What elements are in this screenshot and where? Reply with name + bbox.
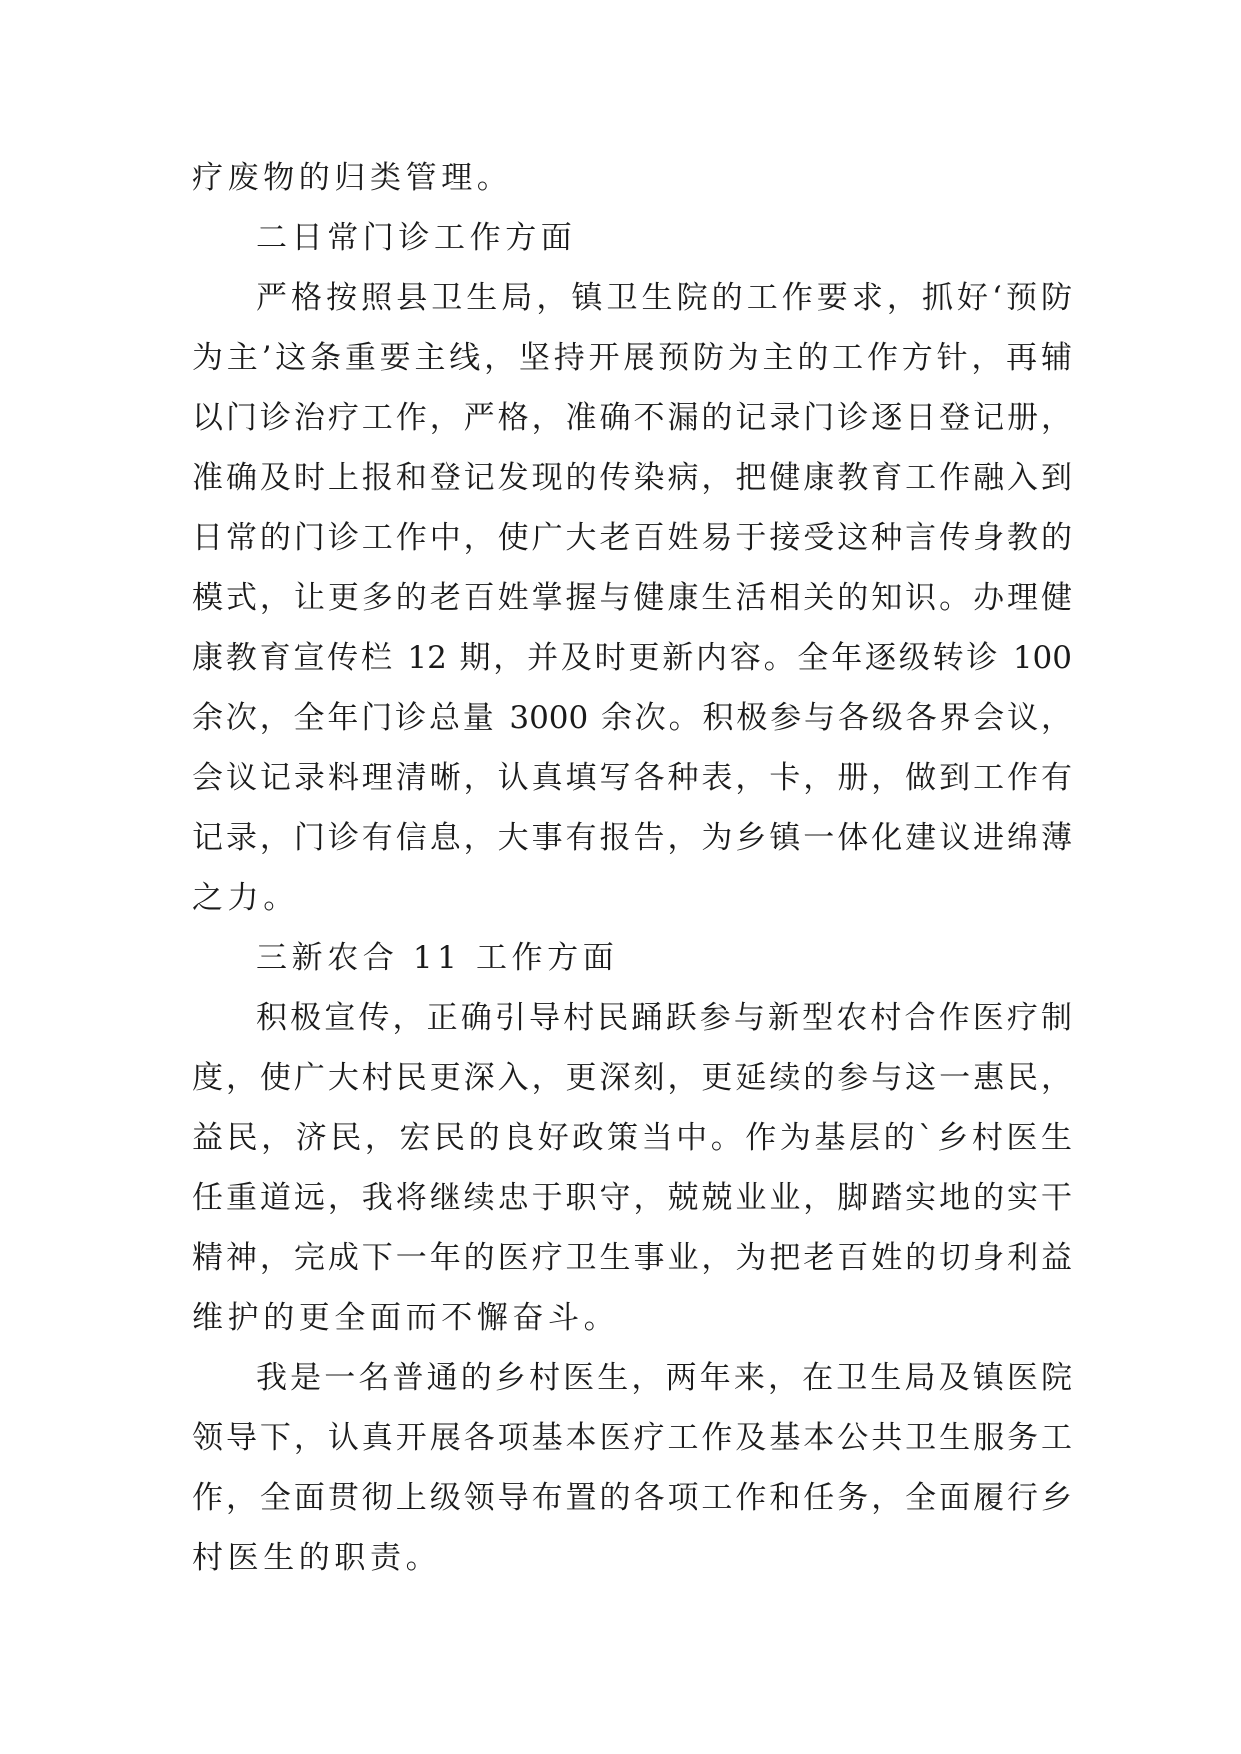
paragraph-line: 精神，完成下一年的医疗卫生事业，为把老百姓的切身利益 — [192, 1240, 1072, 1276]
paragraph-line: 康教育宣传栏 12 期，并及时更新内容。全年逐级转诊 100 — [192, 640, 1072, 676]
paragraph-line: 会议记录料理清晰，认真填写各种表，卡，册，做到工作有 — [192, 760, 1072, 796]
paragraph-line: 疗废物的归类管理。 — [192, 160, 513, 196]
paragraph-line: 准确及时上报和登记发现的传染病，把健康教育工作融入到 — [192, 460, 1072, 496]
paragraph-line: 以门诊治疗工作，严格，准确不漏的记录门诊逐日登记册， — [192, 400, 1072, 436]
paragraph-line: 余次，全年门诊总量 3000 余次。积极参与各级各界会议， — [192, 700, 1072, 736]
paragraph-line: 维护的更全面而不懈奋斗。 — [192, 1300, 620, 1336]
paragraph-line: 积极宣传，正确引导村民踊跃参与新型农村合作医疗制 — [256, 1000, 1072, 1036]
paragraph-line: 记录，门诊有信息，大事有报告，为乡镇一体化建议进绵薄 — [192, 820, 1072, 856]
paragraph-line: 任重道远，我将继续忠于职守，兢兢业业，脚踏实地的实干 — [192, 1180, 1072, 1216]
paragraph-line: 村医生的职责。 — [192, 1540, 442, 1576]
document-body — [192, 148, 1072, 1588]
paragraph-line: 日常的门诊工作中，使广大老百姓易于接受这种言传身教的 — [192, 520, 1072, 556]
paragraph-line: 为主’这条重要主线，坚持开展预防为主的工作方针，再辅 — [192, 340, 1072, 376]
section-heading: 二日常门诊工作方面 — [256, 220, 577, 256]
section-heading: 三新农合 11 工作方面 — [256, 940, 619, 976]
paragraph-line: 我是一名普通的乡村医生，两年来，在卫生局及镇医院 — [256, 1360, 1072, 1396]
paragraph-line: 益民，济民，宏民的良好政策当中。作为基层的`乡村医生 — [192, 1120, 1072, 1156]
paragraph-line: 度，使广大村民更深入，更深刻，更延续的参与这一惠民， — [192, 1060, 1072, 1096]
paragraph-line: 严格按照县卫生局，镇卫生院的工作要求，抓好‘预防 — [256, 280, 1072, 316]
paragraph-line: 之力。 — [192, 880, 299, 916]
paragraph-line: 作，全面贯彻上级领导布置的各项工作和任务，全面履行乡 — [192, 1480, 1072, 1516]
paragraph-line: 模式，让更多的老百姓掌握与健康生活相关的知识。办理健 — [192, 580, 1072, 616]
paragraph-line: 领导下，认真开展各项基本医疗工作及基本公共卫生服务工 — [192, 1420, 1072, 1456]
